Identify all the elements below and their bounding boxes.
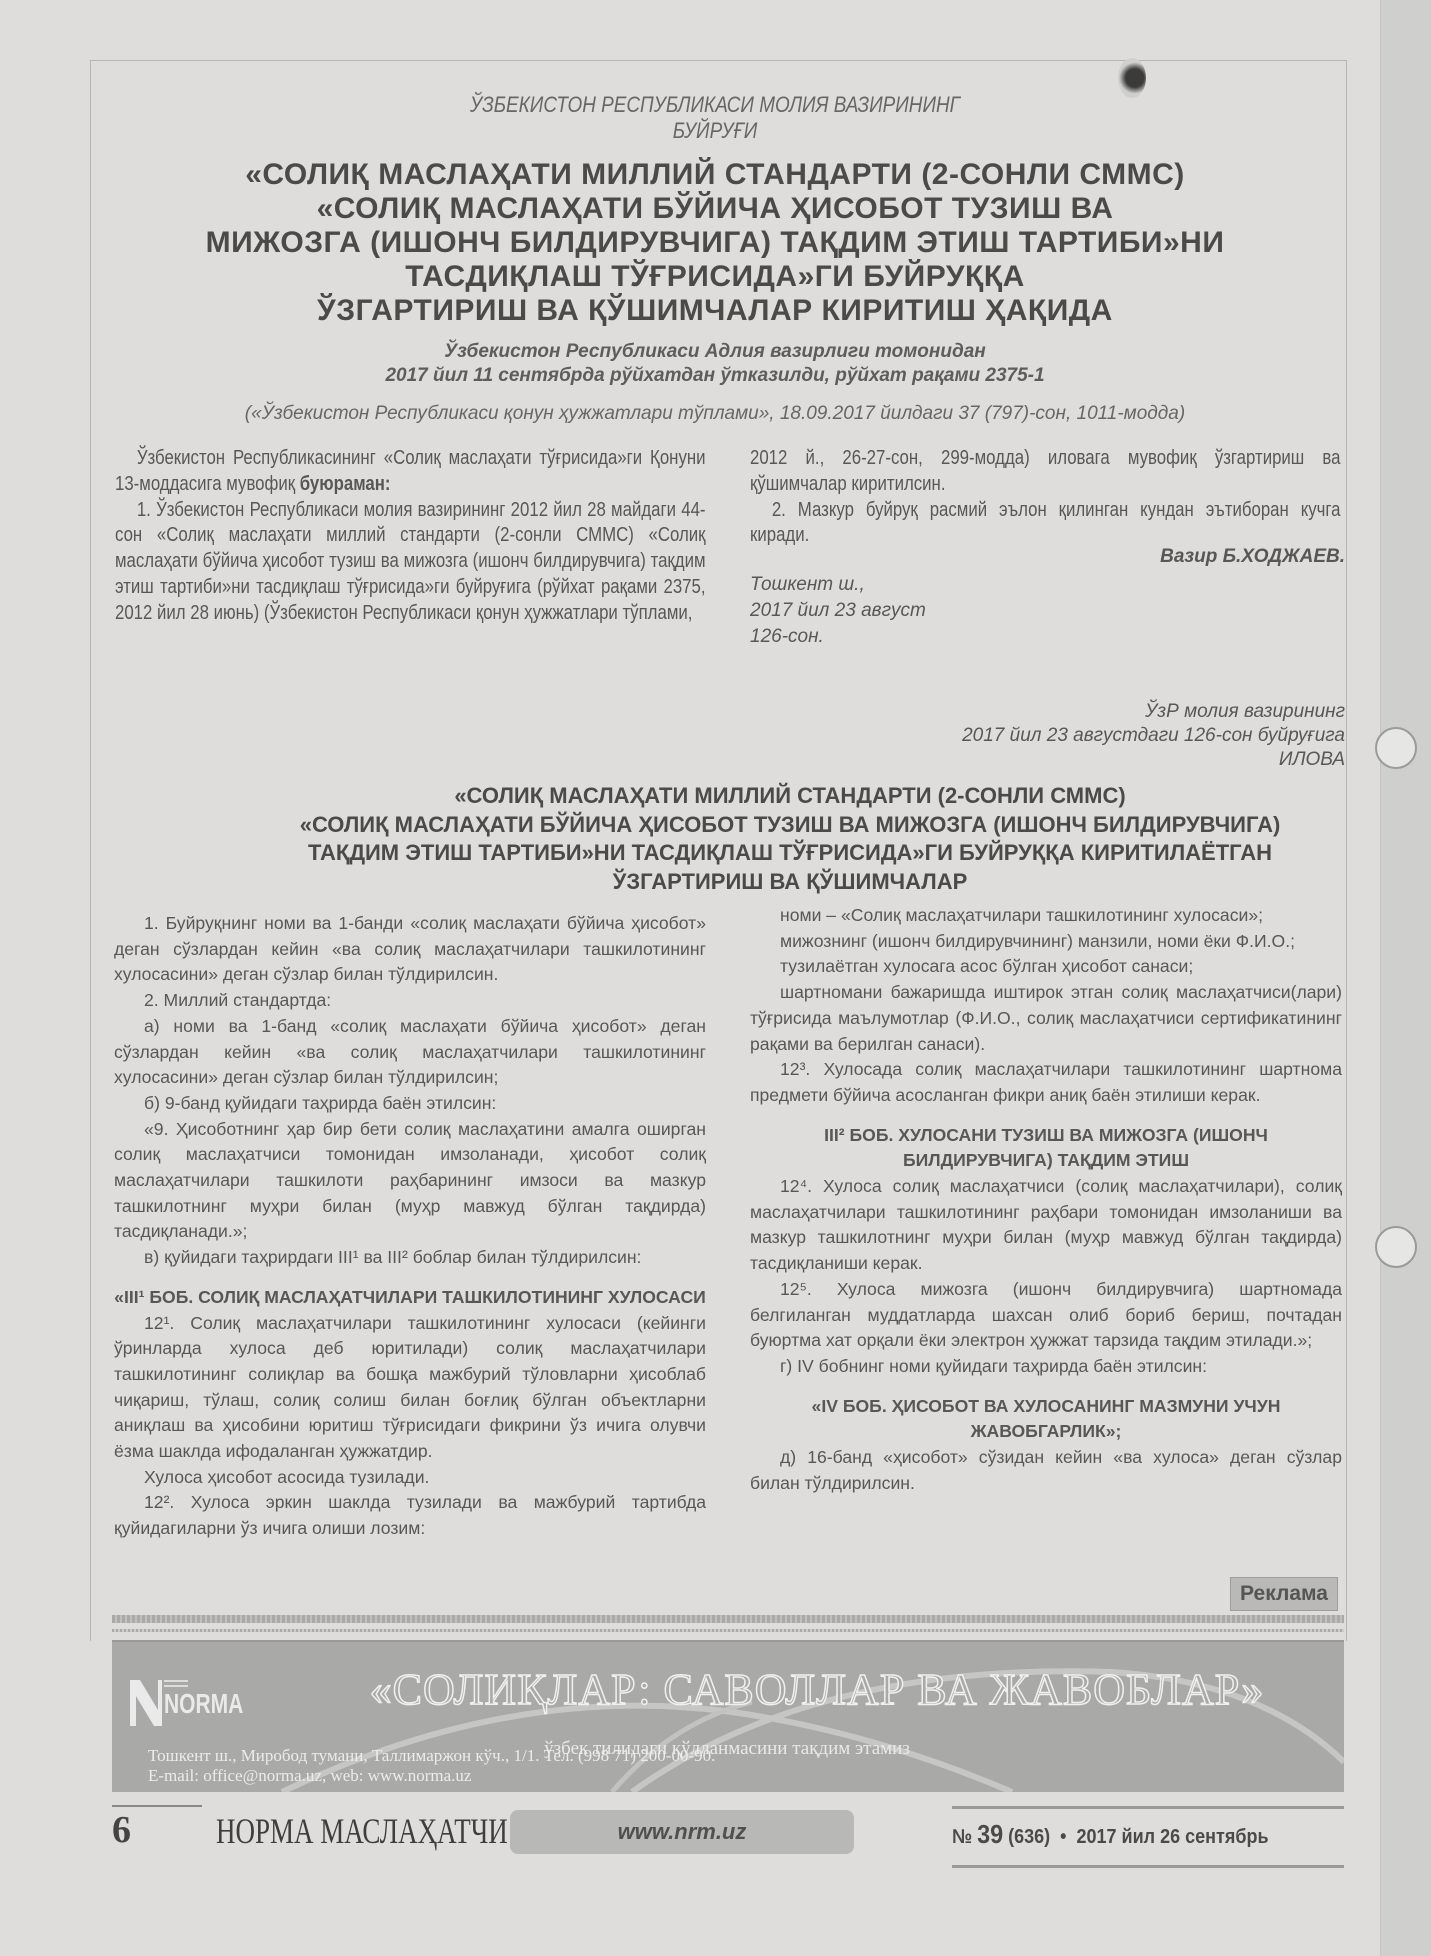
annex-paragraph: 12⁵. Хулоса мижозга (ишонч билдирувчига) шартномада белгиланган муддатларда шахсан олиб бориб бериш, почтадан буюртма хат орқали ёки электрон ҳужжат тарзида тақдим этилади.»; (750, 1278, 1342, 1351)
order-number: 126-сон. (750, 626, 824, 647)
masthead-line: БУЙРУҒИ (672, 118, 758, 143)
order-body-left (115, 446, 706, 627)
place: Тошкент ш., (750, 574, 865, 595)
annex-title-line: ЎЗГАРТИРИШ ВА ҚЎШИМЧАЛАР (612, 868, 968, 894)
chapter-heading: III² БОБ. ХУЛОСАНИ ТУЗИШ ВА МИЖОЗГА (ИШОНЧ БИЛДИРУВЧИГА) ТАҚДИМ ЭТИШ (824, 1124, 1268, 1171)
annex-column-right (750, 903, 1342, 1496)
divider (112, 1615, 1344, 1623)
advertisement-label: Реклама (1230, 1577, 1338, 1611)
annex-paragraph: Хулоса ҳисобот асосида тузилади. (144, 1466, 430, 1487)
issue-total: (636) (1008, 1826, 1051, 1848)
appendix-label: ИЛОВА (1278, 749, 1345, 770)
annex-paragraph: б) 9-банд қуйидаги таҳрирда баён этилсин: (144, 1092, 497, 1113)
annex-paragraph: 12¹. Солиқ маслаҳатчилари ташкилотининг хулосаси (кейинги ўринларда хулоса деб юритилади) солиқ маслаҳатчилари ташкилотининг солиқлар ва бошқа мажбурий тўловларни ҳисоблаб чиқариш, тўлаш, солиқ солиш билан боғлиқ бўлган объектларни аниқлаш ва ҳисобини юритиш тўғрисидаги фикрини ўз ичига олувчи ёзма шаклда ифодаланган ҳужжатдир. (114, 1312, 706, 1462)
masthead-line: ЎЗБЕКИСТОН РЕСПУБЛИКАСИ МОЛИЯ ВАЗИРИНИНГ (470, 92, 960, 117)
order-intro (115, 446, 706, 498)
norma-logo-text: NORMA (164, 1688, 244, 1719)
title-line: «СОЛИҚ МАСЛАҲАТИ МИЛЛИЙ СТАНДАРТИ (2-СОНЛИ СММС) (245, 158, 1185, 191)
annex-paragraph: 12³. Хулосада солиқ маслаҳатчилари ташкилотининг шартнома предмети бўйича асосланган фикри аниқ баён этилиши керак. (750, 1059, 1342, 1105)
ad-title: «СОЛИҚЛАР: САВОЛЛАР ВА ЖАВОБЛАР» (369, 1665, 1265, 1714)
annex-paragraph: д) 16-банд «ҳисобот» сўзидан кейин «ва хулоса» деган сўзлар билан тўлдирилсин. (750, 1447, 1342, 1493)
order-paragraph: 1. Ўзбекистон Республикаси молия вазирининг 2012 йил 28 майдаги 44-сон «Солиқ маслаҳати миллий стандарти (2-сонли СММС) «Солиқ маслаҳати бўйича ҳисобот тузиш ва мижозга (ишонч билдирувчига) тақдим этиш тартиби»ни тасдиқлаш тўғрисида»ги буйруғига (рўйхат рақами 2375, 2012 йил 28 июнь) (Ўзбекистон Республикаси қонун ҳужжатлари тўплами, (115, 498, 706, 624)
annex-paragraph: 12⁴. Хулоса солиқ маслаҳатчиси (солиқ маслаҳатчилари), солиқ маслаҳатчилари ташкилотининг раҳбари томонидан имзоланиши ва мазкур ташкилотнинг муҳри билан (муҳр мавжуд бўлган тақдирда) тасдиқланиши керак. (750, 1176, 1342, 1274)
title-line: МИЖОЗГА (ИШОНЧ БИЛДИРУВЧИГА) ТАҚДИМ ЭТИШ ТАРТИБИ»НИ (205, 226, 1225, 259)
adjacent-page-edge (1380, 0, 1431, 1956)
annex-paragraph: 12². Хулоса эркин шаклда тузилади ва мажбурий тартибда қуйидагиларни ўз ичига олиши лозим: (114, 1492, 706, 1539)
issue-info (952, 1806, 1344, 1868)
annex-paragraph: шартномани бажаришда иштирок этган солиқ маслаҳатчиси(лари) тўғрисида маълумотлар (Ф.И.О., солиқ маслаҳатчиси сертификатининг рақами ва берилган санаси). (750, 982, 1342, 1054)
appendix-reference (962, 700, 1345, 772)
annex-paragraph: в) қуйидаги таҳрирдаги III¹ ва III² боблар билан тўлдирилсин: (144, 1247, 642, 1268)
footer-rule (112, 1805, 202, 1807)
issue-date: 2017 йил 26 сентябрь (1076, 1826, 1269, 1848)
punch-hole-icon (1375, 727, 1417, 769)
page-number: 6 (112, 1809, 131, 1851)
masthead (100, 92, 1330, 144)
publication-name: НОРМА МАСЛАҲАТЧИ (216, 1811, 508, 1851)
annex-paragraph: «9. Ҳисоботнинг ҳар бир бети солиқ маслаҳатини амалга оширган солиқ маслаҳатчиси томонидан имзоланади, ҳисобот солиқ маслаҳатчилари ташкилоти раҳбарининг имзоси ва мазкур ташкилотнинг муҳри билан (муҳр мавжуд бўлган тақдирда) тасдиқланади.»; (114, 1118, 706, 1242)
annex-paragraph: мижознинг (ишонч билдирувчининг) манзили, номи ёки Ф.И.О.; (780, 930, 1296, 951)
annex-title-line: «СОЛИҚ МАСЛАҲАТИ МИЛЛИЙ СТАНДАРТИ (2-СОНЛИ СММС) (454, 783, 1126, 808)
intro-text: Ўзбекистон Республикасининг «Солиқ маслаҳати тўғрисида»ги Қонуни 13-моддасига мувофиқ (115, 447, 706, 495)
order-body-right (750, 446, 1341, 549)
annex-paragraph: тузилаётган хулосага асос бўлган ҳисобот санаси; (780, 956, 1194, 977)
annex-title (230, 782, 1350, 896)
title-line: «СОЛИҚ МАСЛАҲАТИ БЎЙИЧА ҲИСОБОТ ТУЗИШ ВА (316, 192, 1114, 225)
punch-hole-icon (1375, 1226, 1417, 1268)
advertisement-banner[interactable] (112, 1640, 1344, 1792)
registration-note (100, 340, 1330, 388)
annex-paragraph: г) IV бобнинг номи қуйидаги таҳрирда баён этилсин: (780, 1355, 1208, 1376)
source-note: («Ўзбекистон Республикаси қонун ҳужжатлари тўплами», 18.09.2017 йилдаги 37 (797)-сон, 1011-модда) (244, 403, 1186, 424)
chapter-heading: «IV БОБ. ҲИСОБОТ ВА ХУЛОСАНИНГ МАЗМУНИ УЧУН ЖАВОБГАРЛИК»; (811, 1395, 1281, 1442)
registration-line: 2017 йил 11 сентябрда рўйхатдан ўтказилди, рўйхат рақами 2375-1 (385, 365, 1045, 386)
annex-paragraph: 2. Миллий стандартда: (144, 990, 332, 1011)
annex-title-line: ТАҚДИМ ЭТИШ ТАРТИБИ»НИ ТАСДИҚЛАШ ТЎҒРИСИДА»ГИ БУЙРУҚҚА КИРИТИЛАЁТГАН (307, 840, 1273, 866)
issue-number: 39 (977, 1819, 1004, 1849)
order-title (100, 158, 1330, 328)
intro-bold: буюраман: (299, 472, 391, 495)
appendix-line: 2017 йил 23 августдаги 126-сон буйруғига (962, 725, 1345, 746)
annex-paragraph: 1. Буйруқнинг номи ва 1-банди «солиқ маслаҳати бўйича ҳисобот» деган сўзлардан кейин «ва солиқ маслаҳатчилари ташкилотининг хулосасини» деган сўзлар билан тўлдирилсин. (114, 913, 706, 985)
divider (112, 1629, 1344, 1632)
order-paragraph-cont: 2012 й., 26-27-сон, 299-модда) иловага мувофиқ ўзгартириш ва қўшимчалар киритилсин. (750, 447, 1341, 495)
place-date (750, 572, 926, 650)
ad-subtitle: ўзбек тилидаги қўлланмасини тақдим этамиз (544, 1738, 910, 1759)
date: 2017 йил 23 август (750, 600, 926, 621)
annex-paragraph: а) номи ва 1-банд «солиқ маслаҳати бўйича ҳисобот» деган сўзлардан кейин «ва солиқ маслаҳатчилари ташкилотининг хулосасини» деган сўзлар билан тўлдирилсин; (114, 1015, 706, 1088)
signature: Вазир Б.ХОДЖАЕВ. (1160, 546, 1345, 567)
annex-title-line: «СОЛИҚ МАСЛАҲАТИ БЎЙИЧА ҲИСОБОТ ТУЗИШ ВА МИЖОЗГА (ИШОНЧ БИЛДИРУВЧИГА) (299, 811, 1281, 837)
chapter-heading: «III¹ БОБ. СОЛИҚ МАСЛАҲАТЧИЛАРИ ТАШКИЛОТИНИНГ ХУЛОСАСИ (114, 1286, 706, 1307)
title-line: ЎЗГАРТИРИШ ВА ҚЎШИМЧАЛАР КИРИТИШ ҲАҚИДА (317, 294, 1113, 327)
annex-paragraph: номи – «Солиқ маслаҳатчилари ташкилотининг хулосаси»; (780, 905, 1264, 925)
registration-line: Ўзбекистон Республикаси Адлия вазирлиги томонидан (444, 341, 986, 362)
ad-address: Тошкент ш., Миробод тумани, Таллимаржон кўч., 1/1. Тел. (998 71) 200-00-90. (148, 1746, 716, 1765)
website-link[interactable]: www.nrm.uz (510, 1810, 854, 1854)
appendix-line: ЎзР молия вазирининг (1145, 701, 1345, 722)
issue-prefix: № (952, 1826, 973, 1848)
title-line: ТАСДИҚЛАШ ТЎҒРИСИДА»ГИ БУЙРУҚҚА (405, 260, 1025, 293)
separator: • (1060, 1826, 1067, 1848)
issue-line (952, 1819, 1269, 1850)
ad-contacts: E-mail: office@norma.uz, web: www.norma.uz (148, 1766, 472, 1785)
annex-column-left (114, 911, 706, 1542)
order-paragraph: 2. Мазкур буйруқ расмий эълон қилинган кундан эътиборан кучга киради. (750, 498, 1341, 547)
